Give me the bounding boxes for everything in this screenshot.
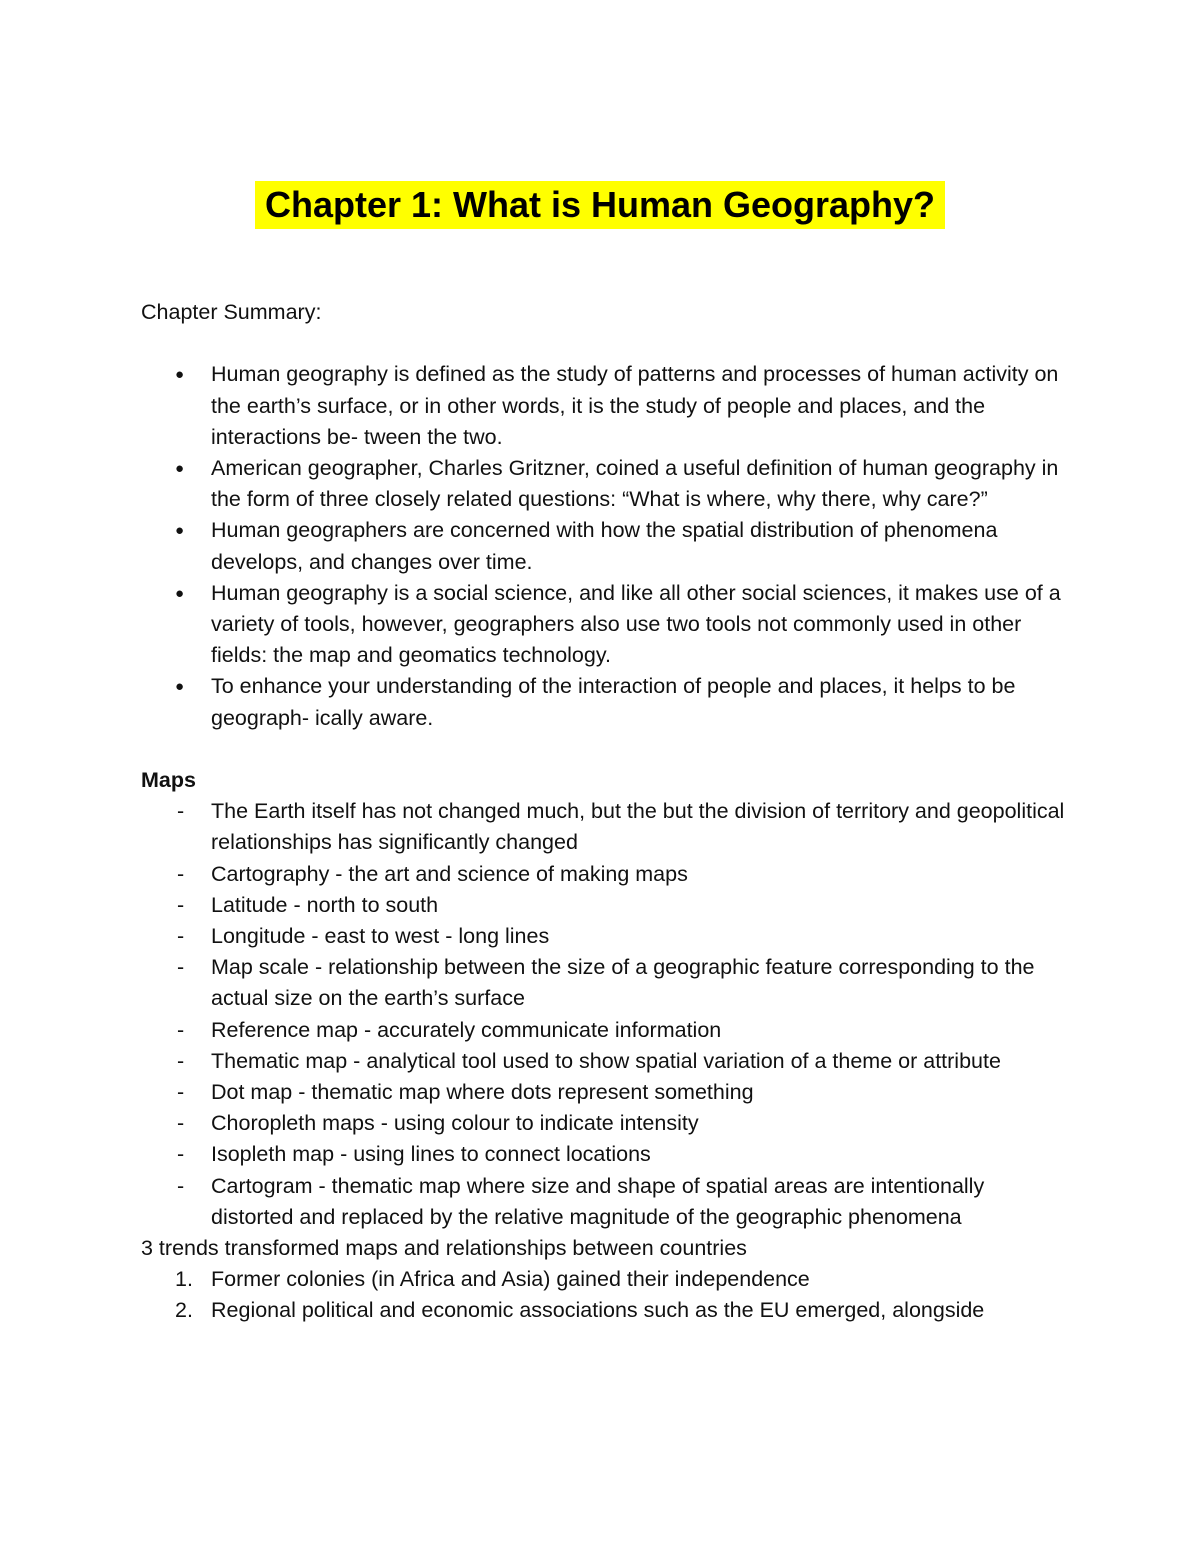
list-item (141, 515, 1071, 577)
list-item-text: To enhance your understanding of the interaction of people and places, it helps to be geograph- ically aware. (211, 674, 1016, 730)
list-item-text: Reference map - accurately communicate information (211, 1017, 722, 1042)
maps-heading: Maps (141, 768, 196, 793)
list-item-text: Dot map - thematic map where dots represent something (211, 1080, 754, 1105)
dash-icon: - (177, 1142, 185, 1167)
dash-icon: - (177, 1017, 185, 1042)
page-title: Chapter 1: What is Human Geography? (255, 181, 945, 229)
trends-intro: 3 trends transformed maps and relationships between countries (141, 1236, 747, 1261)
list-item-text: Human geographers are concerned with how the spatial distribution of phenomena develops, and changes over time. (211, 518, 998, 574)
list-item (141, 1077, 1071, 1108)
list-item-text: Thematic map - analytical tool used to show spatial variation of a theme or attribute (211, 1048, 1001, 1073)
list-item-text: The Earth itself has not changed much, but the but the division of territory and geopolitical relationships has significantly changed (211, 799, 1065, 855)
dash-icon: - (177, 1173, 185, 1198)
list-item (141, 859, 1071, 890)
list-item-text: Longitude - east to west - long lines (211, 924, 550, 949)
list-item (141, 952, 1071, 1014)
trends-list (141, 1264, 1071, 1326)
list-item-text: Map scale - relationship between the size of a geographic feature corresponding to the actual size on the earth’s surface (211, 955, 1035, 1011)
bullet-icon: ● (175, 678, 185, 696)
title-wrap (0, 181, 1200, 229)
list-item (141, 1015, 1071, 1046)
list-item-text: Human geography is a social science, and like all other social sciences, it makes use of a variety of tools, however, geographers also use two tools not commonly used in other fields: the map and geomatics technology. (211, 580, 1061, 668)
maps-list (141, 796, 1071, 1233)
list-item-text: American geographer, Charles Gritzner, coined a useful definition of human geography in the form of three closely related questions: “What is where, why there, why care?” (211, 456, 1059, 512)
document-body (141, 297, 1071, 1327)
dash-icon: - (177, 861, 185, 886)
list-item-text: Latitude - north to south (211, 892, 439, 917)
list-item (141, 453, 1071, 515)
bullet-icon: ● (175, 584, 185, 602)
summary-label: Chapter Summary: (141, 300, 322, 324)
list-item (141, 1264, 1071, 1295)
list-item-text: Choropleth maps - using colour to indicate intensity (211, 1111, 699, 1136)
list-item-text: Isopleth map - using lines to connect locations (211, 1142, 651, 1167)
list-item (141, 671, 1071, 733)
list-item (141, 1171, 1071, 1233)
list-item (141, 1139, 1071, 1170)
dash-icon: - (177, 924, 185, 949)
dash-icon: - (177, 1111, 185, 1136)
list-number: 2. (175, 1298, 193, 1323)
list-item (141, 1295, 1071, 1326)
list-item (141, 578, 1071, 672)
list-item (141, 890, 1071, 921)
spacer (141, 734, 1071, 765)
bullet-icon: ● (175, 366, 185, 384)
list-item-text: Former colonies (in Africa and Asia) gained their independence (211, 1267, 810, 1292)
dash-icon: - (177, 1080, 185, 1105)
summary-list (141, 359, 1071, 733)
list-item (141, 921, 1071, 952)
list-item-text: Human geography is defined as the study of patterns and processes of human activity on the earth’s surface, or in other words, it is the study of people and places, and the interactions be- tween the two. (211, 362, 1059, 449)
list-item-text: Cartography - the art and science of making maps (211, 861, 688, 886)
dash-icon: - (177, 892, 185, 917)
list-item (141, 1108, 1071, 1139)
dash-icon: - (177, 1048, 185, 1073)
bullet-icon: ● (175, 460, 185, 477)
list-number: 1. (175, 1267, 193, 1292)
list-item (141, 1046, 1071, 1077)
bullet-icon: ● (175, 522, 185, 540)
list-item-text: Cartogram - thematic map where size and shape of spatial areas are intentionally distorted and replaced by the relative magnitude of the geographic phenomena (211, 1173, 985, 1229)
list-item-text: Regional political and economic associations such as the EU emerged, alongside (211, 1298, 985, 1323)
dash-icon: - (177, 799, 185, 824)
list-item (141, 359, 1071, 453)
spacer (141, 328, 1071, 359)
dash-icon: - (177, 955, 185, 980)
list-item (141, 796, 1071, 858)
